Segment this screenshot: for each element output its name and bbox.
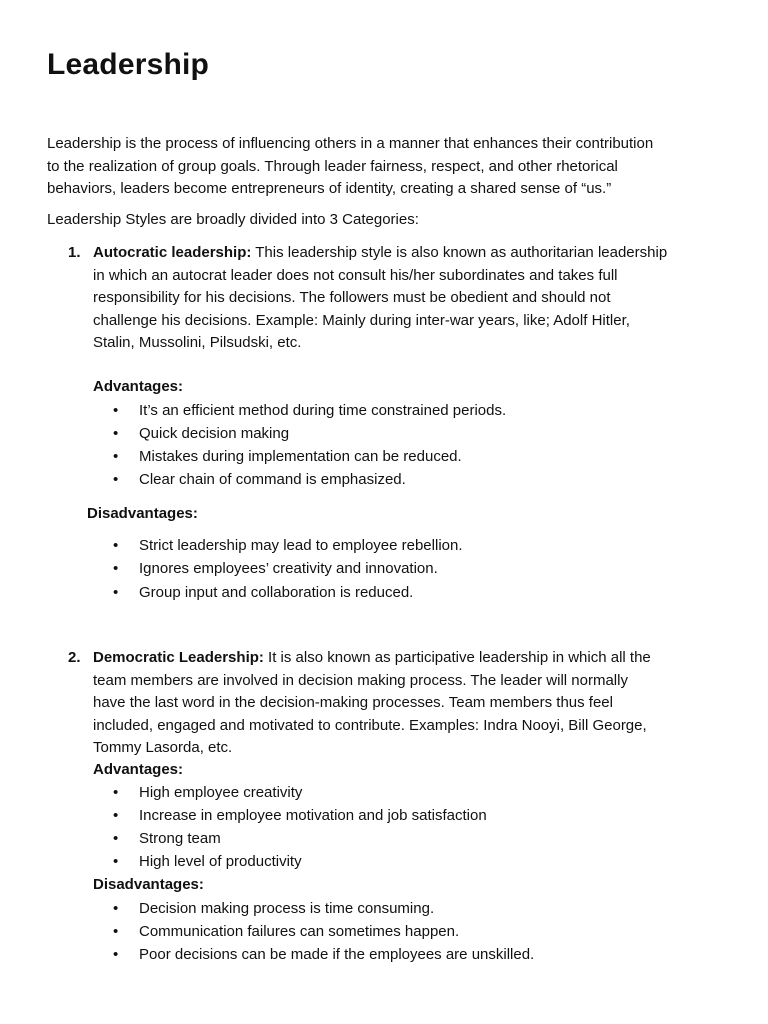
- bullet-icon: [113, 828, 118, 851]
- section-line: Stalin, Mussolini, Pilsudski, etc.: [93, 334, 302, 352]
- bullet-icon: [113, 921, 118, 944]
- disadvantages-label: Disadvantages:: [93, 876, 204, 893]
- list-item: It’s an efficient method during time constrained periods.: [139, 402, 507, 419]
- intro-line: behaviors, leaders become entrepreneurs of identity, creating a shared sense of “us.”: [47, 180, 612, 198]
- section-line: have the last word in the decision-making processes. Team members thus feel: [93, 694, 613, 712]
- section-line: Tommy Lasorda, etc.: [93, 739, 233, 757]
- section-line: responsibility for his decisions. The followers must be obedient and should not: [93, 289, 611, 307]
- list-item: Mistakes during implementation can be reduced.: [139, 448, 462, 465]
- section-number: 2.: [68, 649, 81, 666]
- advantages-label: Advantages:: [93, 761, 184, 778]
- bullet-icon: [113, 805, 118, 828]
- section-number: 1.: [68, 244, 81, 261]
- section-line: in which an autocrat leader does not consult his/her subordinates and takes full: [93, 266, 618, 284]
- section-heading: Autocratic leadership:: [93, 244, 252, 261]
- section-body-autocratic: [93, 242, 667, 355]
- intro-line: to the realization of group goals. Through leader fairness, respect, and other rhetorical: [47, 157, 618, 175]
- list-item: Communication failures can sometimes happen.: [139, 923, 460, 940]
- list-item: Increase in employee motivation and job satisfaction: [139, 807, 487, 824]
- bullet-icon: [113, 400, 118, 423]
- page-title: Leadership: [47, 48, 210, 81]
- section-line: team members are involved in decision making process. The leader will normally: [93, 671, 628, 689]
- bullet-icon: [113, 446, 118, 469]
- intro-paragraph: [47, 133, 737, 201]
- intro-line: Leadership is the process of influencing others in a manner that enhances their contribution: [47, 135, 654, 152]
- list-item: Quick decision making: [139, 425, 290, 442]
- list-item: Decision making process is time consuming.: [139, 900, 435, 917]
- section-body-democratic: [93, 647, 651, 760]
- section-heading: Democratic Leadership:: [93, 649, 264, 666]
- list-item: Group input and collaboration is reduced.: [139, 584, 414, 601]
- styles-intro: Leadership Styles are broadly divided into 3 Categories:: [47, 211, 419, 228]
- bullet-icon: [113, 898, 118, 921]
- bullet-icon: [113, 535, 118, 558]
- section-line: This leadership style is also known as authoritarian leadership: [251, 244, 668, 261]
- list-item: Ignores employees’ creativity and innovation.: [139, 560, 438, 577]
- list-item: Strong team: [139, 830, 221, 847]
- bullet-icon: [113, 582, 118, 605]
- list-item: Poor decisions can be made if the employees are unskilled.: [139, 946, 535, 963]
- list-item: High level of productivity: [139, 853, 302, 870]
- disadvantages-label: Disadvantages:: [87, 505, 198, 522]
- advantages-label: Advantages:: [93, 378, 184, 395]
- bullet-icon: [113, 423, 118, 446]
- list-item: Clear chain of command is emphasized.: [139, 471, 406, 488]
- bullet-icon: [113, 944, 118, 967]
- bullet-icon: [113, 851, 118, 874]
- bullet-icon: [113, 469, 118, 492]
- section-line: challenge his decisions. Example: Mainly during inter-war years, like; Adolf Hitler,: [93, 311, 630, 329]
- bullet-icon: [113, 558, 118, 581]
- section-line: included, engaged and motivated to contribute. Examples: Indra Nooyi, Bill George,: [93, 716, 647, 734]
- section-line: It is also known as participative leadership in which all the: [263, 649, 651, 666]
- bullet-icon: [113, 782, 118, 805]
- list-item: High employee creativity: [139, 784, 303, 801]
- list-item: Strict leadership may lead to employee rebellion.: [139, 537, 463, 554]
